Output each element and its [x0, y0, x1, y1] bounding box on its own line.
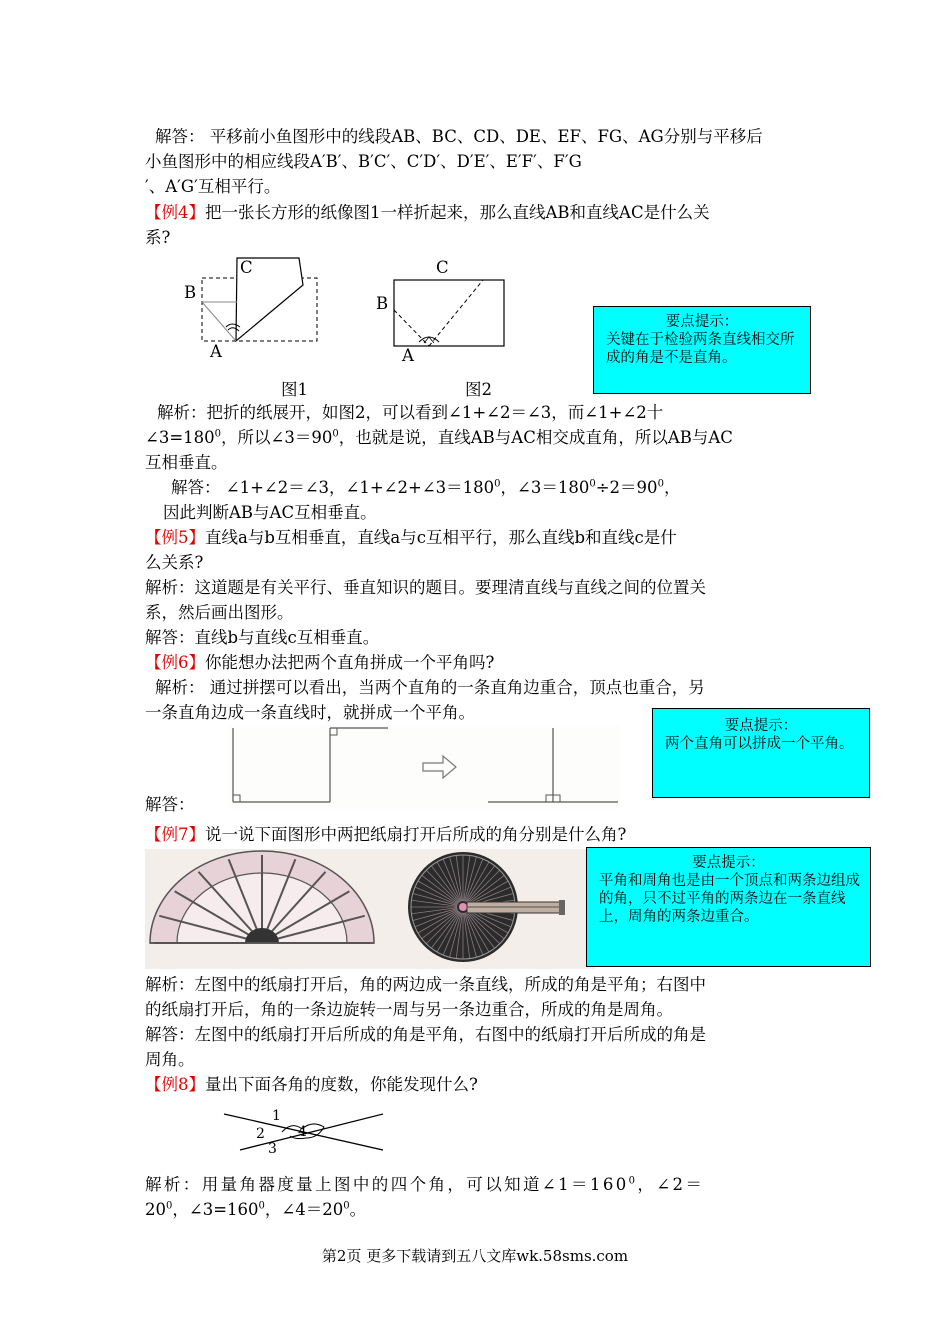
example-4-answer-line1: 解答： ∠1+∠2＝∠3，$\angle 1+\angle 2+\angle 3=180^0$，$\angle 3=180^0\div 2=90^0$，: [171, 478, 681, 497]
figure-2-unfolded-paper: [385, 270, 510, 350]
answer-translation-line3: ′、A′G′互相平行。: [145, 177, 281, 196]
example-5-tag: 【例5】: [145, 528, 205, 547]
example-5-answer: 解答：直线b与直线c互相垂直。: [145, 628, 380, 647]
example-8-analysis-line1: 解析：用量角器度量上图中的四个角，可以知道$\angle 1=160^0$，∠2＝: [145, 1175, 705, 1194]
example-5-question: 【例5】直线a与b互相垂直，直线a与c互相平行，那么直线b和直线c是什: [145, 528, 677, 547]
tip-body: 平角和周角也是由一个顶点和两条边组成的角，只不过平角的两条边在一条直线上，周角的两条边重合。: [599, 873, 860, 925]
tip-box-example-7: [586, 847, 871, 967]
example-8-analysis-line2: $20^0$，$\angle 3=160^0$，$\angle 4=20^0$。: [145, 1200, 367, 1219]
example-6-answer: 解答：: [145, 795, 195, 814]
tip-body: 两个直角可以拼成一个平角。: [665, 736, 854, 752]
example-7-analysis-line1: 解析：左图中的纸扇打开后，角的两边成一条直线，所成的角是平角；右图中: [145, 975, 706, 994]
tip-box-example-6: [652, 708, 870, 798]
angle-label-2: 2: [256, 1126, 265, 1142]
example-5-question-cont: 么关系?: [145, 553, 204, 572]
fig1-label-b: B: [184, 283, 197, 302]
figure-1-folded-paper: [180, 255, 330, 365]
angle-label-1: 1: [272, 1108, 281, 1124]
example-4-question-cont: 系?: [145, 228, 171, 247]
example-7-analysis-line2: 的纸扇打开后，角的一条边旋转一周与另一条边重合，所成的角是周角。: [145, 1000, 673, 1019]
example-8-tag: 【例8】: [145, 1075, 205, 1094]
example-5-analysis-line1: 解析：这道题是有关平行、垂直知识的题目。要理清直线与直线之间的位置关: [145, 578, 706, 597]
angle-label-4: 4: [298, 1124, 307, 1140]
answer-translation-line1: 解答： 平移前小鱼图形中的线段AB、BC、CD、DE、EF、FG、AG分别与平移后: [155, 127, 763, 146]
fig2-label-c: C: [436, 258, 449, 277]
example-7-answer-line2: 周角。: [145, 1050, 195, 1069]
angle-label-3: 3: [268, 1141, 277, 1157]
figure-1-caption: 图1: [281, 380, 308, 399]
tip-box-example-4: [593, 306, 811, 394]
answer-translation-line2: 小鱼图形中的相应线段A′B′、B′C′、C′D′、D′E′、E′F′、F′G: [145, 152, 582, 171]
example-4-tag: 【例4】: [145, 203, 205, 222]
fig1-label-a: A: [210, 342, 222, 361]
fig2-label-b: B: [376, 294, 389, 313]
tip-title: 要点提示：: [724, 718, 798, 734]
fig2-label-a: A: [402, 346, 414, 365]
example-6-analysis-line1: 解析： 通过拼摆可以看出，当两个直角的一条直角边重合，顶点也重合，另: [155, 678, 705, 697]
example-5-analysis-line2: 系，然后画出图形。: [145, 603, 294, 622]
figure-2-caption: 图2: [465, 380, 492, 399]
example-4-answer-line2: 因此判断AB与AC互相垂直。: [163, 503, 377, 522]
fig1-label-c: C: [240, 258, 253, 277]
example-4-analysis-line1: 解析：把折的纸展开，如图2，可以看到∠1+∠2＝∠3，而∠1+∠2十: [157, 403, 664, 422]
example-4-question: 【例4】把一张长方形的纸像图1一样折起来，那么直线AB和直线AC是什么关: [145, 203, 710, 222]
tip-body: 关键在于检验两条直线相交所成的角是不是直角。: [606, 332, 795, 366]
example-6-analysis-line2: 一条直角边成一条直线时，就拼成一个平角。: [145, 703, 475, 722]
example-6-tag: 【例6】: [145, 653, 205, 672]
example-6-question: 【例6】你能想办法把两个直角拼成一个平角吗?: [145, 653, 495, 672]
example-7-answer-line1: 解答：左图中的纸扇打开后所成的角是平角，右图中的纸扇打开后所成的角是: [145, 1025, 706, 1044]
example-4-analysis-line2: $\angle 3=180^0$，所以$\angle 3=90^0$，也就是说，直线AB与AC相交成直角，所以AB与AC: [145, 428, 733, 447]
example-8-question: 【例8】量出下面各角的度数，你能发现什么?: [145, 1075, 478, 1094]
figure-paper-fans: [145, 849, 595, 969]
example-4-analysis-line3: 互相垂直。: [145, 453, 228, 472]
tip-title: 要点提示：: [692, 855, 765, 871]
example-7-question: 【例7】说一说下面图形中两把纸扇打开后所成的角分别是什么角?: [145, 825, 627, 844]
example-7-tag: 【例7】: [145, 825, 205, 844]
tip-title: 要点提示：: [665, 314, 739, 330]
page-footer: 第2页 更多下载请到五八文库wk.58sms.com: [321, 1247, 629, 1265]
